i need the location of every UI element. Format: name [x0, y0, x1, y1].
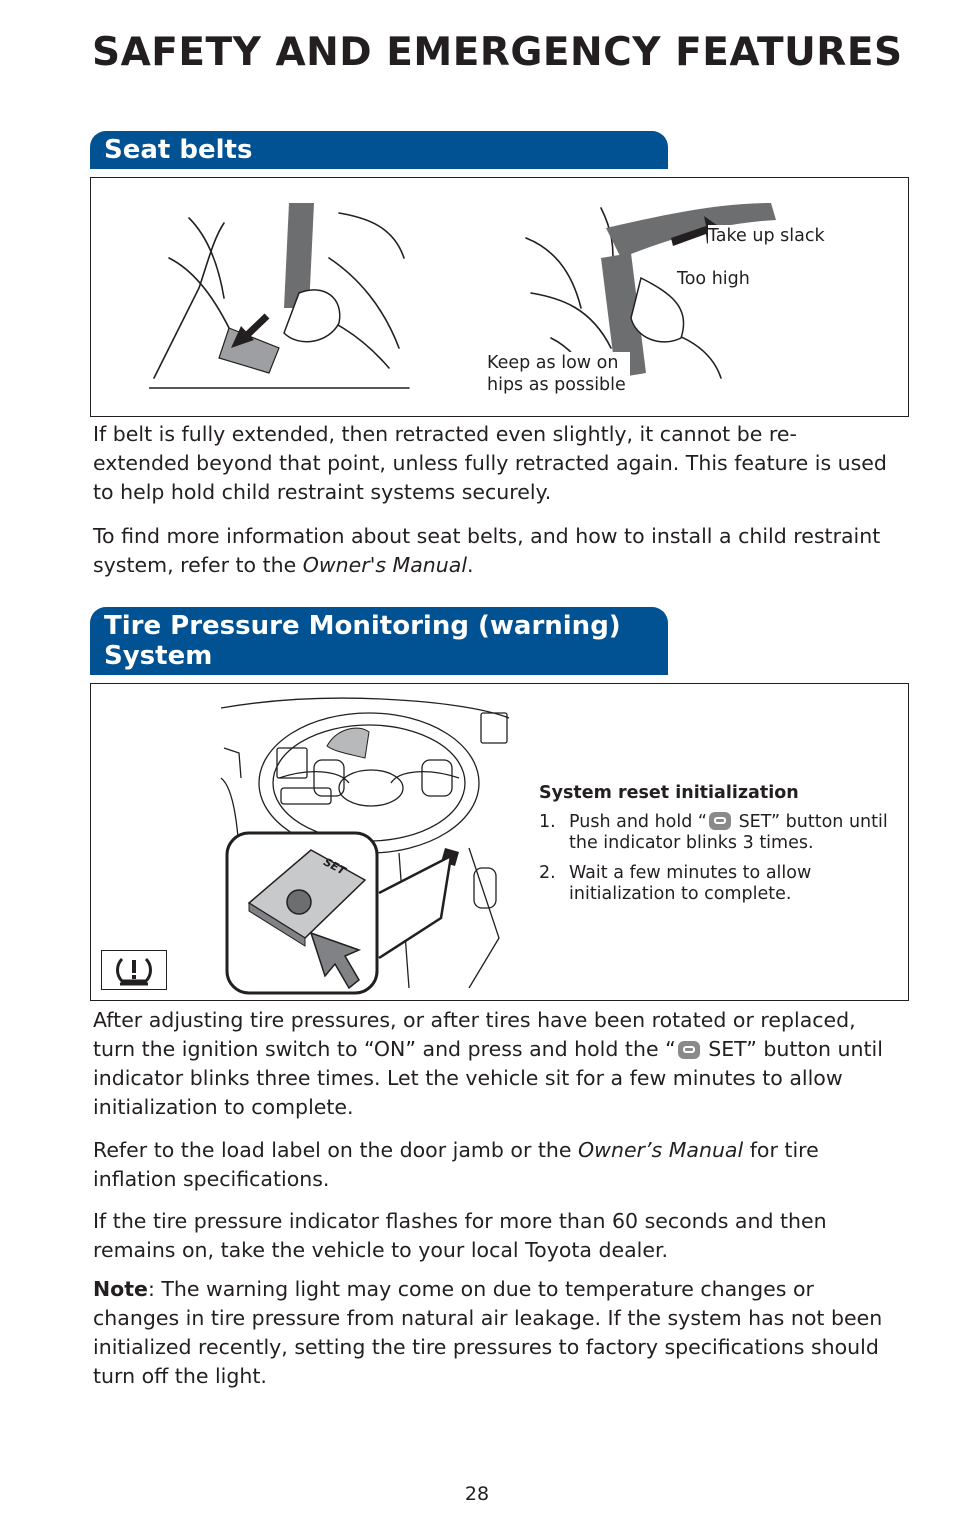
page-title: SAFETY AND EMERGENCY FEATURES: [92, 30, 903, 75]
note-text: : The warning light may come on due to temperature changes or changes in tire pressure from natural air leakage. If the system has not been initialized recently, setting the tire pressures to factory specifications should turn off the light.: [93, 1277, 883, 1388]
seat-belt-paragraph-2-text: To find more information about seat belts, and how to install a child restraint system, refer to the: [93, 524, 881, 577]
system-reset-instructions: [539, 783, 899, 905]
tpms-header-line2: System: [104, 641, 213, 671]
tpms-paragraph-2: [93, 1136, 893, 1194]
seat-belt-paragraph-1: If belt is fully extended, then retracted even slightly, it cannot be re-extended beyond that point, unless fully retracted again. This feature is used to help hold child restraint systems securely.: [93, 422, 887, 504]
callout-too-high: Too high: [674, 268, 753, 290]
seat-belt-figure: [90, 177, 909, 417]
tpms-paragraph-2-end: for tire inflation specifications.: [93, 1138, 819, 1191]
note-label: Note: [93, 1277, 148, 1301]
seat-belt-paragraph-2-end: .: [467, 553, 474, 577]
step-text-start: Push and hold “: [569, 812, 707, 832]
tpms-set-icon: [709, 812, 731, 830]
seat-belt-fastening-illustration: [149, 198, 411, 394]
step-text-end: SET” button until the indicator blinks 3 times.: [569, 812, 888, 853]
callout-keep-low-line2: hips as possible: [487, 375, 626, 395]
callout-keep-low: [487, 352, 630, 396]
system-reset-title: System reset initialization: [539, 783, 799, 803]
tpms-paragraph-1: [93, 1006, 893, 1122]
step-text: Wait a few minutes to allow initialization to complete.: [569, 863, 812, 904]
owners-manual-reference: Owner’s Manual: [578, 1138, 744, 1162]
tpms-paragraph-3: If the tire pressure indicator flashes for more than 60 seconds and then remains on, take the vehicle to your local Toyota dealer.: [93, 1209, 827, 1262]
system-reset-step: [539, 863, 899, 905]
seat-belts-header-label: Seat belts: [104, 135, 253, 165]
tpms-paragraph-2-start: Refer to the load label on the door jamb or the: [93, 1138, 579, 1162]
callout-keep-low-line1: Keep as low on: [487, 353, 619, 373]
system-reset-step: [539, 812, 899, 854]
seat-belt-paragraph-2: [93, 522, 893, 580]
seat-belts-header: [90, 131, 668, 169]
system-reset-steps: [539, 812, 899, 905]
dashboard-set-button-illustration: [219, 688, 511, 998]
page-number: 28: [464, 1483, 490, 1505]
step-number: 1.: [539, 812, 556, 832]
tpms-set-icon: [678, 1041, 700, 1059]
tpms-note: [93, 1275, 893, 1391]
step-number: 2.: [539, 863, 556, 883]
tpms-paragraph-1-end: SET” button until indicator blinks three times. Let the vehicle sit for a few minutes to allow initialization to complete.: [93, 1037, 883, 1119]
tpms-warning-indicator: [101, 950, 167, 990]
callout-take-up-slack: Take up slack: [708, 226, 825, 246]
tpms-header: [90, 607, 668, 675]
tpms-figure: [90, 683, 909, 1001]
tpms-header-line1: Tire Pressure Monitoring (warning): [104, 611, 621, 641]
tpms-paragraph-1-start: After adjusting tire pressures, or after tires have been rotated or replaced, turn the ignition switch to “ON” and press and hold the “: [93, 1008, 856, 1061]
set-button-label: SET: [321, 855, 348, 878]
owners-manual-reference: Owner's Manual: [302, 553, 468, 577]
tire-pressure-warning-icon: [102, 951, 166, 989]
